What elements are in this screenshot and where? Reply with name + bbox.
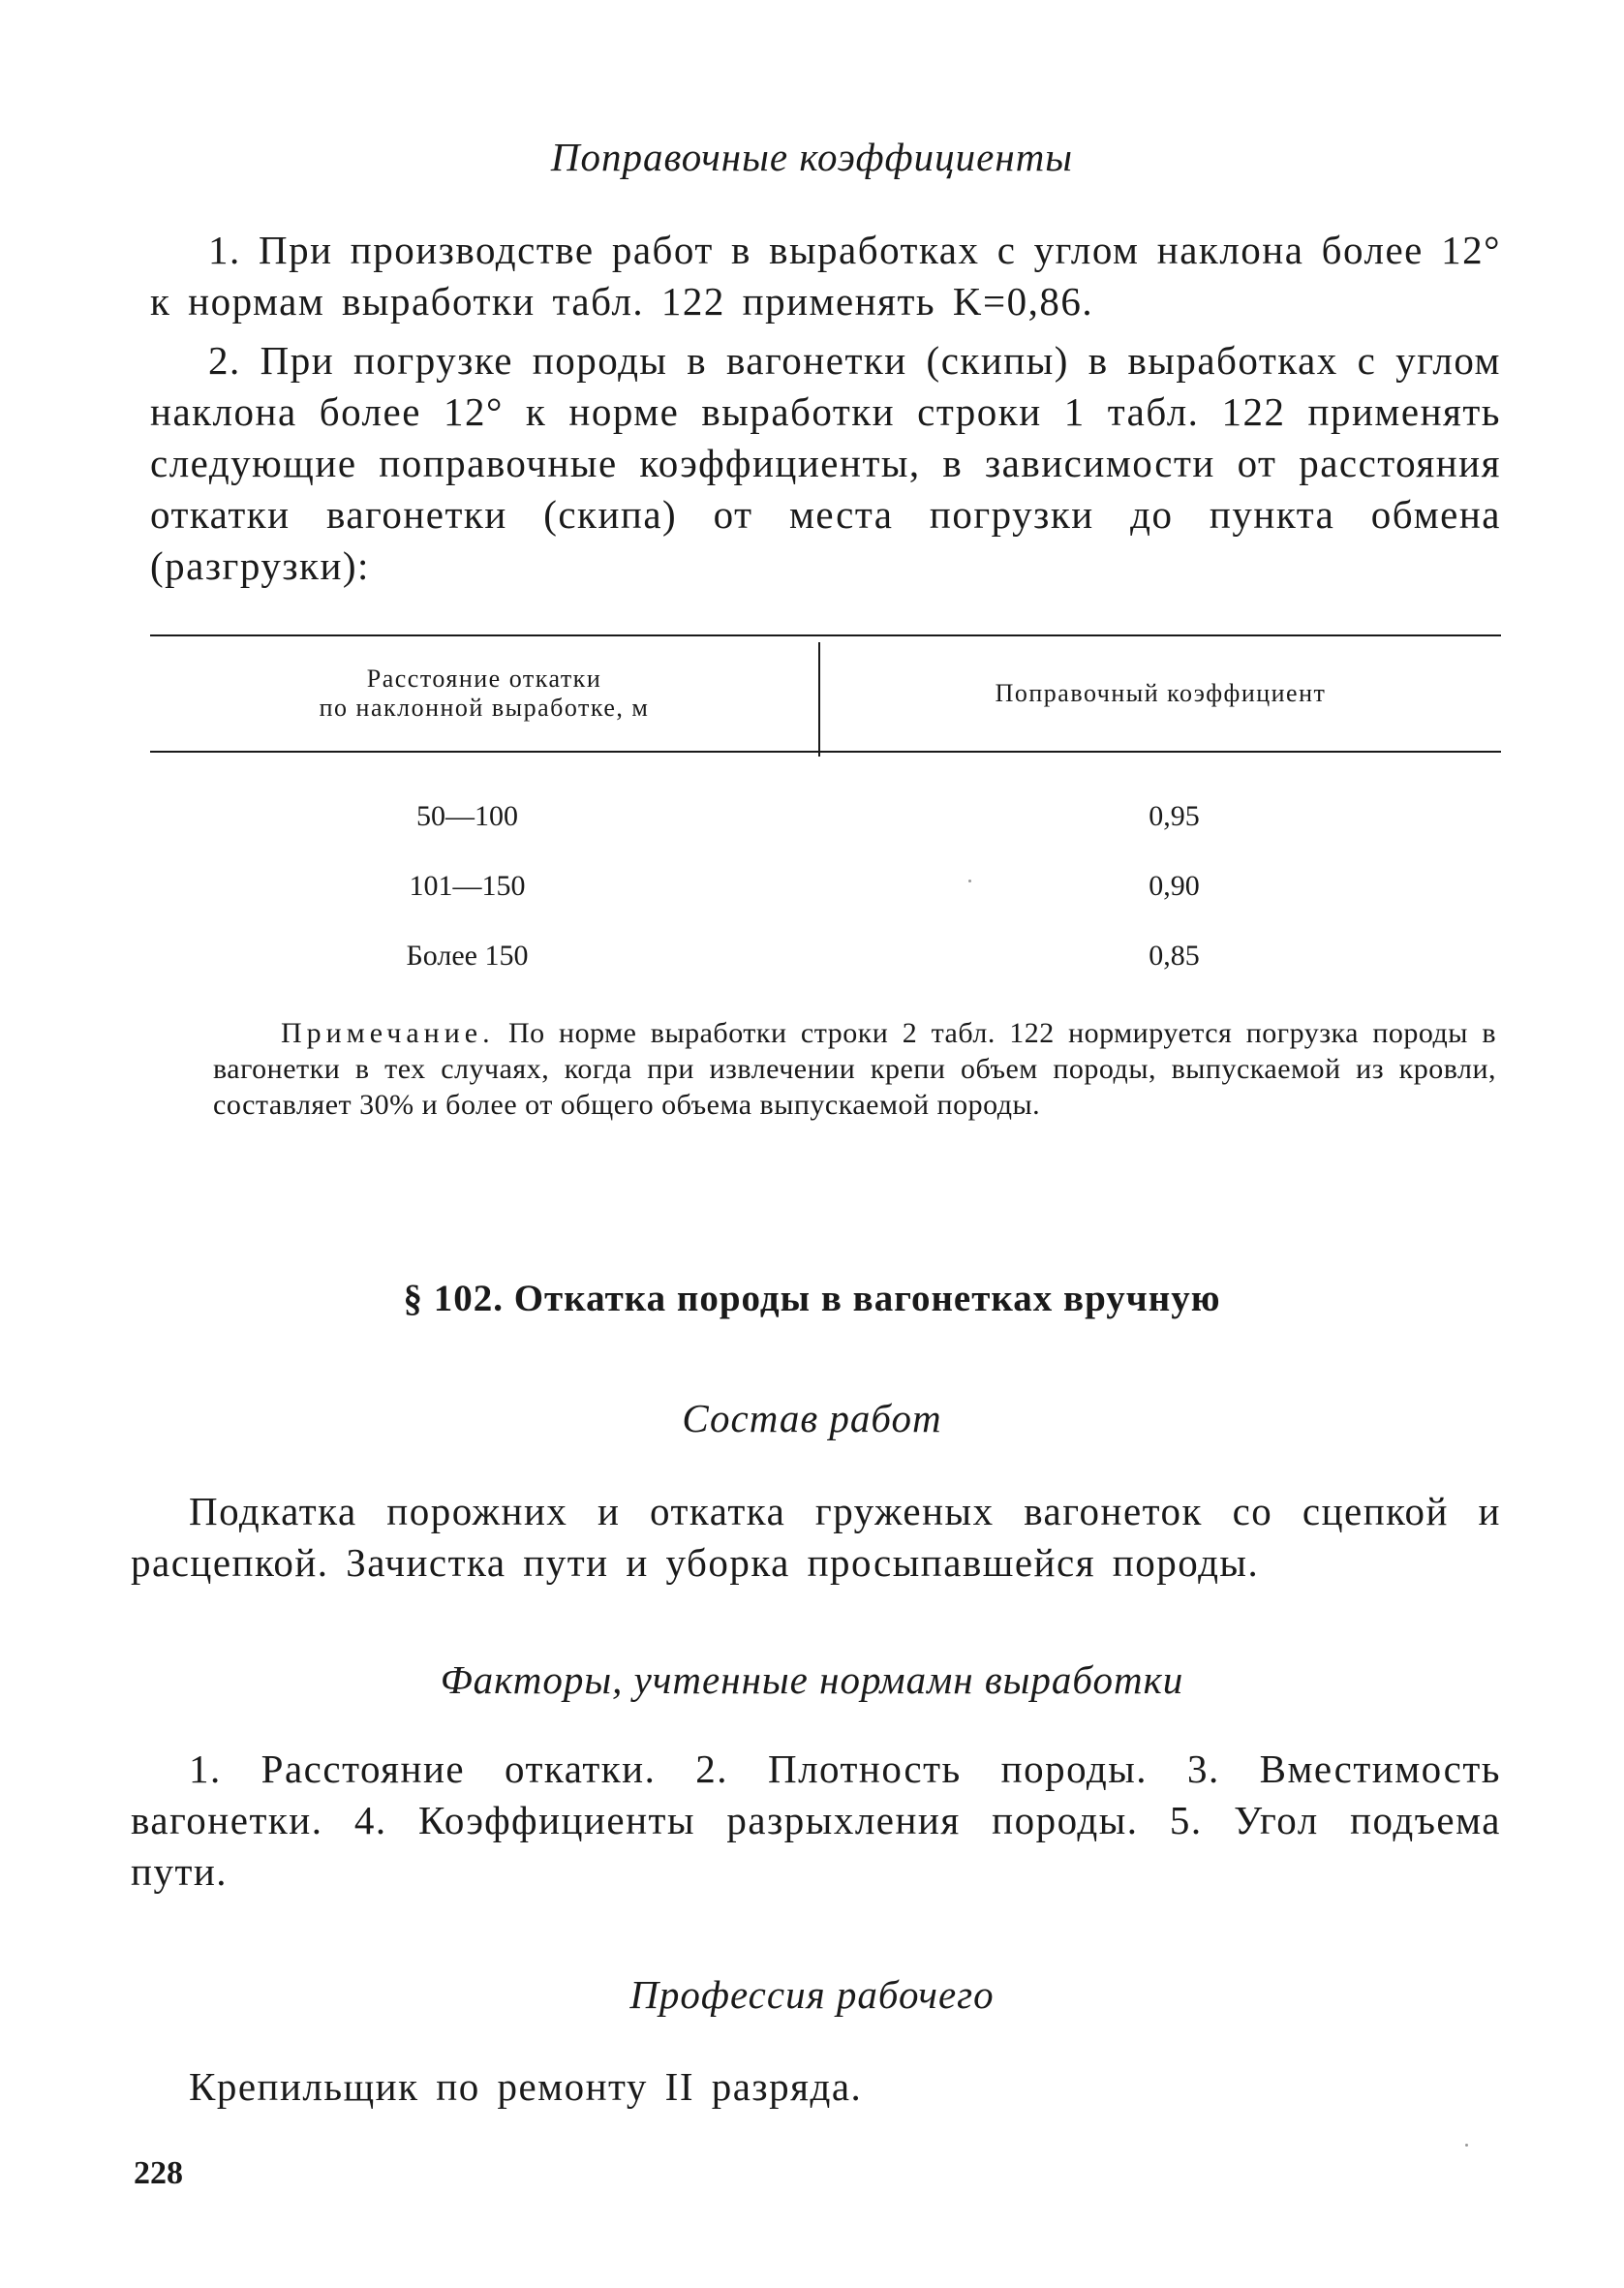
heading-correction-factors: Поправочные коэффициенты <box>550 135 1074 179</box>
table-header-distance <box>150 665 818 723</box>
cell-distance: 101—150 <box>409 870 526 902</box>
paragraph-1: 1. При производстве работ в выработках с углом наклона более 12° к нормам выработки табл. 122 применять K=0,86. <box>150 228 1501 324</box>
correction-paragraphs <box>150 225 1501 592</box>
section-title: § 102. Откатка породы в вагонетках вручную <box>403 1278 1221 1319</box>
profession-paragraph: Крепильщик по ремонту II разряда. <box>189 2064 863 2109</box>
paragraph-2: 2. При погрузке породы в вагонетки (скипы) в выработках с углом наклона более 12° к норме выработки строки 1 табл. 122 применять следующие поправочные коэффициенты, в зависимости от расстояния откатки вагонетки (скипа) от места погрузки до пункта обмена (разгрузки): <box>150 338 1501 588</box>
table-row <box>150 851 1501 921</box>
table-row <box>150 782 1501 851</box>
scan-speck <box>968 880 971 882</box>
page-number: 228 <box>134 2155 183 2191</box>
note-text: По норме выработки строки 2 табл. 122 нормируется погрузка породы в вагонетки в тех случаях, когда при извлечении крепи объем породы, выпускаемой из кровли, составляет 30% и более от общего объема выпускаемой породы. <box>213 1017 1496 1121</box>
scan-speck <box>1465 2144 1468 2147</box>
table-header-coefficient: Поправочный коэффициент <box>995 679 1327 707</box>
cell-coefficient: 0,95 <box>1149 800 1200 832</box>
work-composition-text <box>131 1486 1501 1589</box>
table-note <box>213 1015 1496 1123</box>
header-distance-line2: по наклонной выработке, м <box>319 694 650 722</box>
note-label: Примечание. <box>281 1017 495 1049</box>
cell-distance: 50—100 <box>416 800 518 832</box>
heading-profession: Профессия рабочего <box>629 1972 995 2017</box>
cell-coefficient: 0,90 <box>1149 870 1200 902</box>
work-composition-paragraph: Подкатка порожних и откатка груженых вагонеток со сцепкой и расцепкой. Зачистка пути и уборка просыпавшейся породы. <box>131 1489 1501 1585</box>
profession-text <box>131 2061 1501 2113</box>
factors-paragraph: 1. Расстояние откатки. 2. Плотность породы. 3. Вместимость вагонетки. 4. Коэффициенты разрыхления породы. 5. Угол подъема пути. <box>131 1747 1501 1894</box>
cell-coefficient: 0,85 <box>1149 940 1200 972</box>
heading-work-composition: Состав работ <box>682 1396 942 1440</box>
correction-table <box>150 634 1501 991</box>
factors-text <box>131 1744 1501 1898</box>
table-row <box>150 921 1501 991</box>
table-header <box>150 636 1501 751</box>
heading-factors: Факторы, учтенные нормамн выработки <box>440 1657 1184 1702</box>
cell-distance: Более 150 <box>406 940 529 972</box>
header-distance-line1: Расстояние откатки <box>366 665 602 693</box>
